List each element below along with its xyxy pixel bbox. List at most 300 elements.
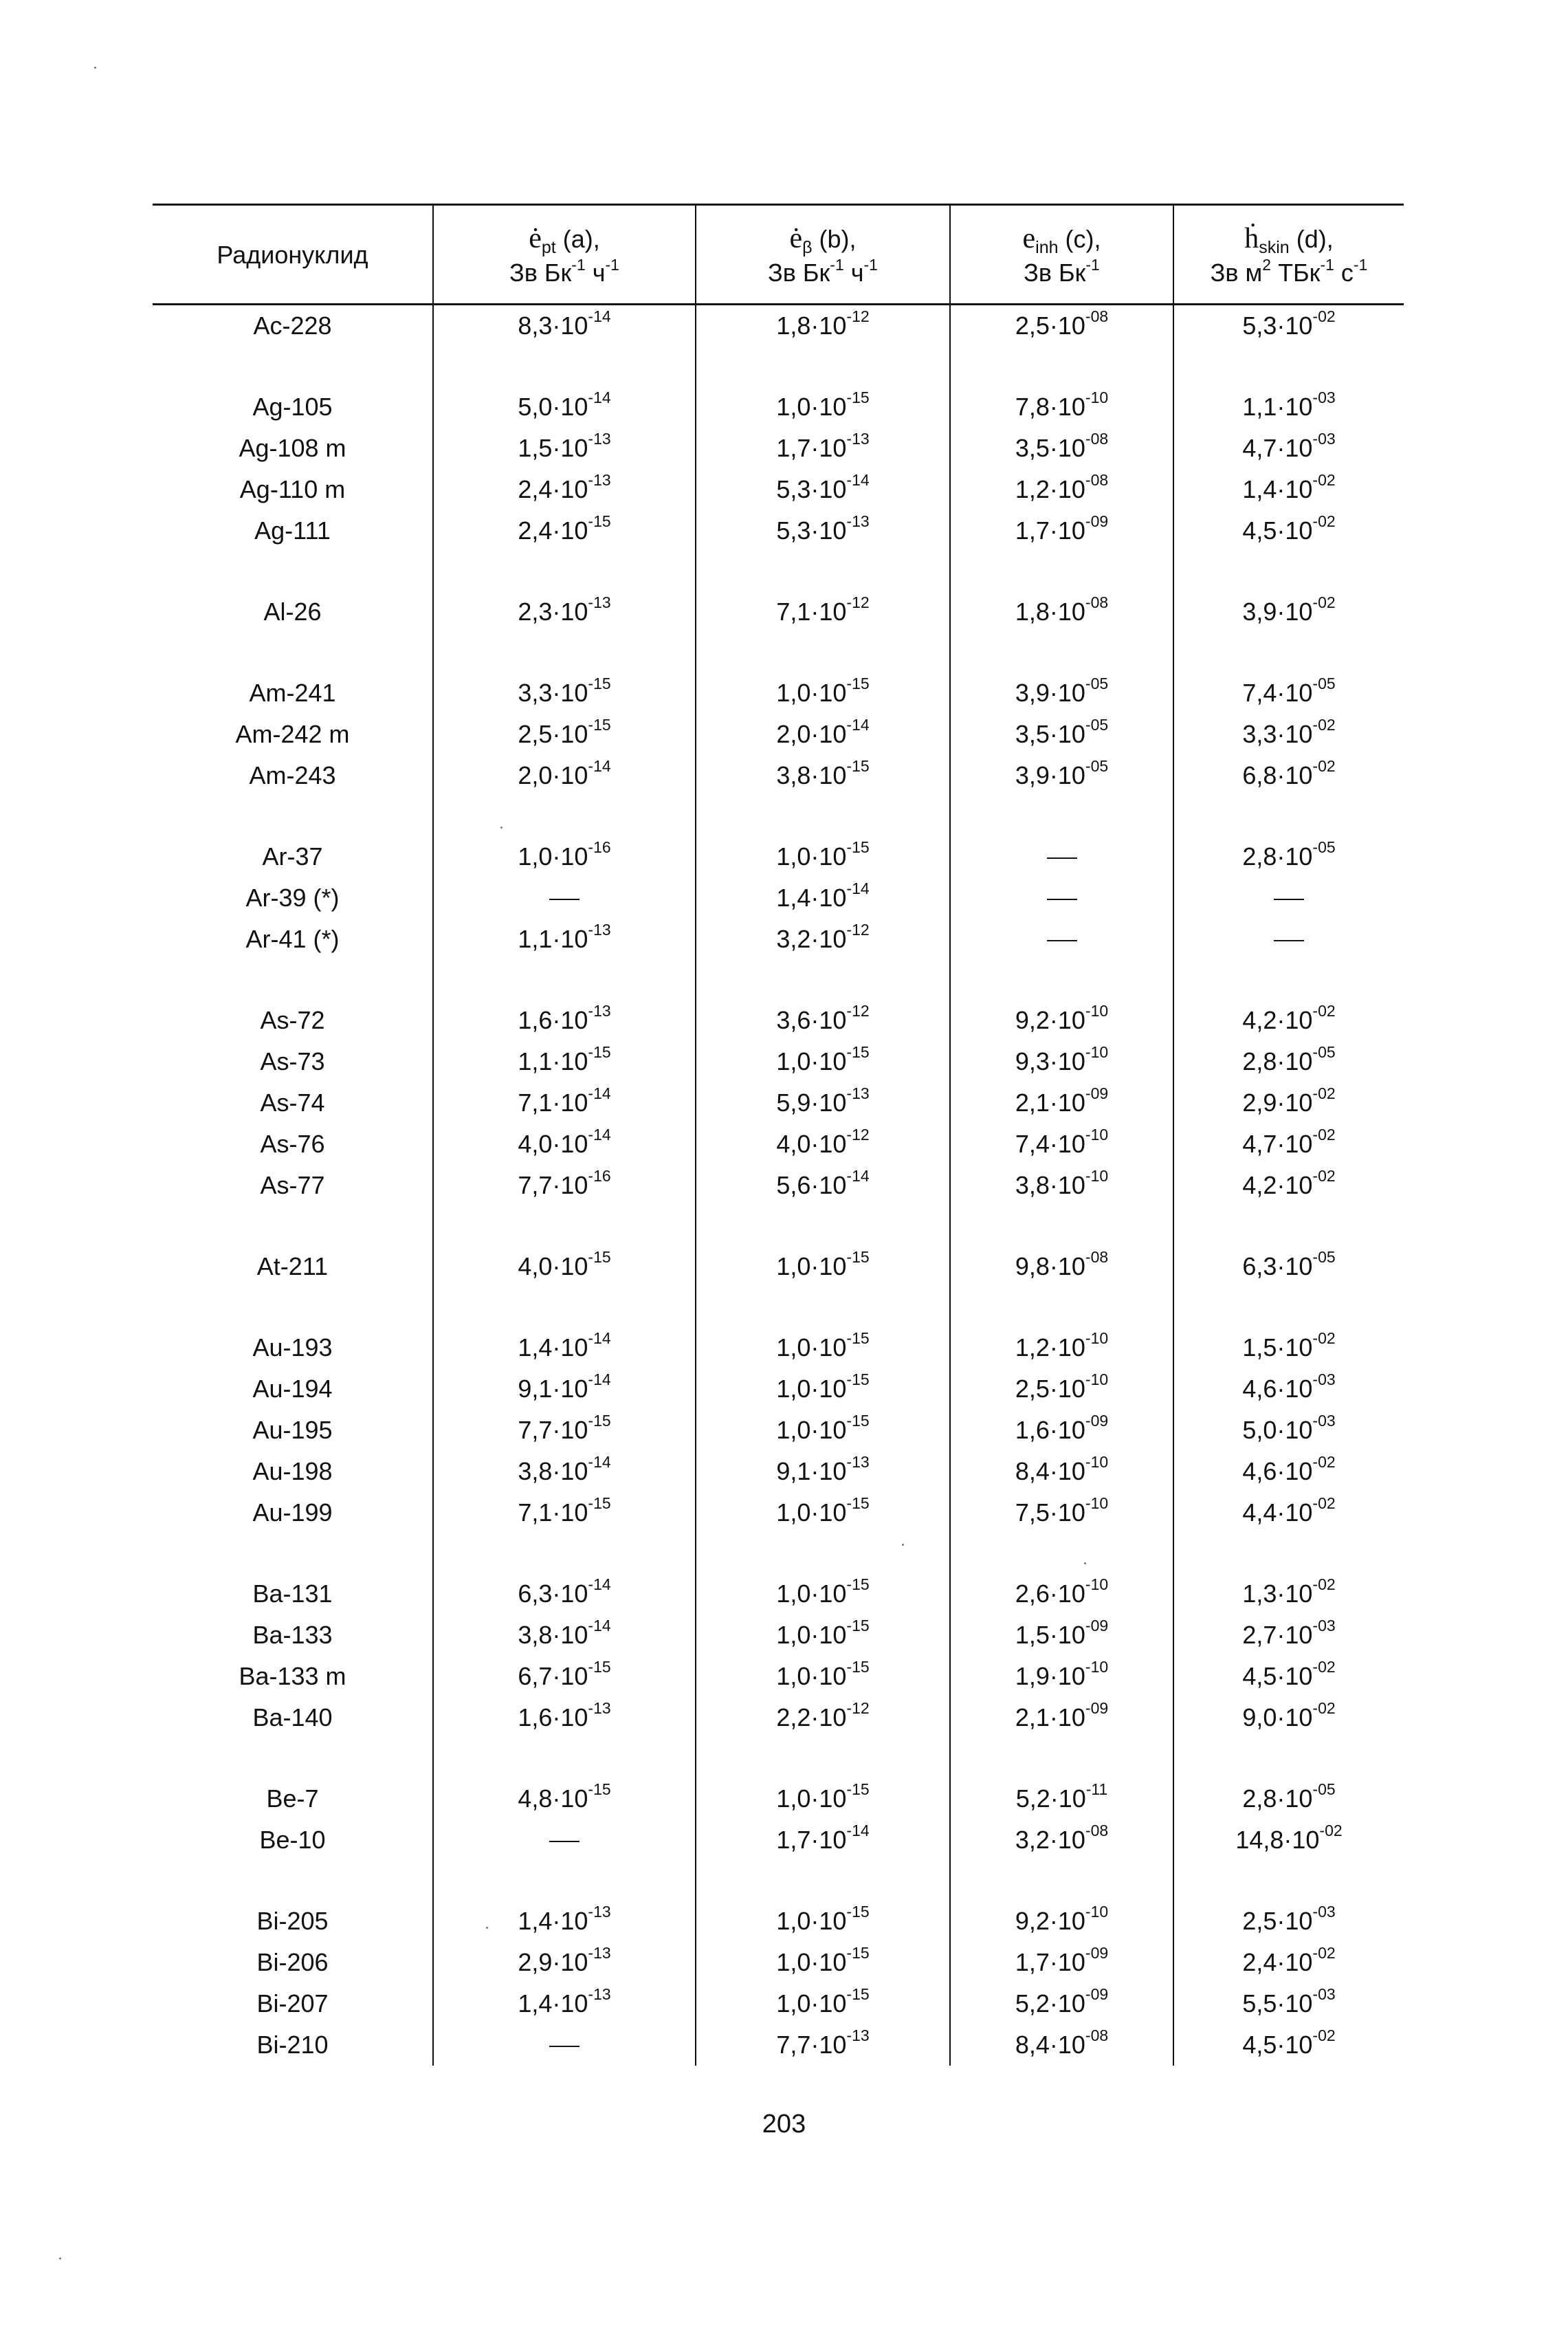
- e-inh-cell: [950, 1327, 1173, 1368]
- spacer-cell: [696, 960, 950, 1000]
- value-exponent: -12: [846, 593, 870, 611]
- value-mantissa: 1,0·10: [776, 1662, 847, 1690]
- table-row: [153, 673, 1404, 714]
- value-mantissa: 1,0·10: [776, 1621, 847, 1649]
- value-mantissa: 3,9·10: [1015, 761, 1085, 789]
- value-mantissa: 5,0·10: [518, 393, 588, 421]
- e-beta-cell: [696, 755, 950, 796]
- value-exponent: -12: [846, 1002, 870, 1020]
- value-exponent: -02: [1312, 716, 1336, 734]
- e-beta-cell: [696, 919, 950, 960]
- h-skin-cell: [1173, 714, 1404, 755]
- e-pt-cell: [433, 1451, 696, 1492]
- value-exponent: -05: [1085, 757, 1109, 775]
- value-exponent: -03: [1312, 1412, 1336, 1430]
- value-mantissa: 3,3·10: [518, 679, 588, 707]
- nuclide-label: Ag-111: [254, 516, 331, 545]
- e-pt-cell: [433, 1819, 696, 1861]
- e-pt-cell: [433, 877, 696, 919]
- table-row: [153, 1492, 1404, 1533]
- value-exponent: -02: [1312, 471, 1336, 489]
- value-exponent: -15: [846, 1985, 870, 2003]
- value-mantissa: 1,0·10: [776, 842, 847, 871]
- value-mantissa: 2,8·10: [1242, 842, 1313, 871]
- value-exponent: -13: [588, 430, 611, 448]
- nuclide-label: Al-26: [263, 598, 322, 626]
- e-beta-cell: [696, 1942, 950, 1983]
- e-beta-cell: [696, 1327, 950, 1368]
- e-pt-cell: [433, 1697, 696, 1738]
- spacer-cell: [696, 347, 950, 386]
- table-row: [153, 305, 1404, 347]
- e-beta-cell: [696, 1246, 950, 1287]
- h-skin-cell: [1173, 428, 1404, 469]
- value-exponent: -15: [588, 1658, 611, 1676]
- value-mantissa: 9,1·10: [776, 1457, 847, 1485]
- e-inh-cell: [950, 1983, 1173, 2024]
- spacer-cell: [696, 796, 950, 836]
- value-mantissa: 7,1·10: [518, 1089, 588, 1117]
- value-mantissa: 4,6·10: [1242, 1457, 1313, 1485]
- value-exponent: -15: [846, 1658, 870, 1676]
- value-exponent: -13: [846, 512, 870, 530]
- nuclide-cell: [153, 2024, 433, 2066]
- e-inh-cell: [950, 1819, 1173, 1861]
- value-mantissa: 5,2·10: [1015, 1784, 1086, 1813]
- e-pt-cell: [433, 2024, 696, 2066]
- value-mantissa: 2,1·10: [1015, 1089, 1085, 1117]
- value-exponent: -14: [588, 389, 611, 406]
- nuclide-cell: [153, 1656, 433, 1697]
- value-exponent: -09: [1085, 1985, 1109, 2003]
- value-exponent: -15: [846, 1617, 870, 1634]
- value-exponent: -14: [588, 1084, 611, 1102]
- spacer-cell: [950, 1287, 1173, 1327]
- table-header: [153, 205, 1404, 305]
- nuclide-label: Ag-105: [252, 393, 333, 421]
- no-value-dash: [549, 2046, 579, 2047]
- value-exponent: -14: [588, 307, 611, 325]
- value-exponent: -14: [846, 716, 870, 734]
- value-exponent: -02: [1312, 1575, 1336, 1593]
- e-pt-cell: [433, 386, 696, 428]
- value-mantissa: 8,3·10: [518, 311, 588, 340]
- group-spacer: [153, 1287, 1404, 1327]
- value-mantissa: 1,6·10: [1015, 1416, 1085, 1444]
- spacer-cell: [696, 1533, 950, 1573]
- value-exponent: -02: [1312, 1494, 1336, 1512]
- value-exponent: -15: [846, 757, 870, 775]
- value-mantissa: 2,7·10: [1242, 1621, 1313, 1649]
- value-exponent: -13: [846, 430, 870, 448]
- value-exponent: -13: [588, 593, 611, 611]
- nuclide-label: Be-10: [259, 1826, 326, 1854]
- value-exponent: -09: [1085, 1617, 1109, 1634]
- value-mantissa: 2,8·10: [1242, 1047, 1313, 1075]
- value-mantissa: 3,8·10: [776, 761, 847, 789]
- value-mantissa: 1,0·10: [776, 393, 847, 421]
- nuclide-label: Ba-133: [252, 1621, 333, 1649]
- table-row: [153, 2024, 1404, 2066]
- h-skin-cell: [1173, 1368, 1404, 1410]
- header-e-beta: $ė_\beta$ (b), Зв $Бк^{-1}$ $ч^{-1}$: [696, 205, 950, 305]
- nuclide-label: Au-193: [252, 1333, 333, 1362]
- spacer-cell: [696, 1206, 950, 1246]
- spacer-cell: [433, 347, 696, 386]
- value-exponent: -14: [588, 1575, 611, 1593]
- value-exponent: -15: [588, 1043, 611, 1061]
- value-exponent: -02: [1312, 1329, 1336, 1347]
- value-mantissa: 5,3·10: [776, 516, 847, 545]
- value-exponent: -09: [1085, 1412, 1109, 1430]
- value-exponent: -13: [588, 1944, 611, 1962]
- table-row: [153, 386, 1404, 428]
- spacer-cell: [696, 1861, 950, 1901]
- table-row: [153, 1615, 1404, 1656]
- value-exponent: -14: [588, 1370, 611, 1388]
- value-mantissa: 1,0·10: [776, 1416, 847, 1444]
- e-inh-cell: [950, 1615, 1173, 1656]
- value-mantissa: 2,4·10: [518, 475, 588, 503]
- spacer-cell: [153, 1861, 433, 1901]
- value-exponent: -03: [1312, 389, 1336, 406]
- value-exponent: -14: [588, 1617, 611, 1634]
- table-row: [153, 1451, 1404, 1492]
- e-beta-cell: [696, 1778, 950, 1819]
- group-spacer: [153, 1861, 1404, 1901]
- value-exponent: -10: [1085, 1043, 1109, 1061]
- e-pt-cell: [433, 469, 696, 510]
- nuclide-label: Be-7: [266, 1784, 319, 1813]
- value-mantissa: 9,2·10: [1015, 1006, 1085, 1034]
- scan-speck: [94, 67, 96, 69]
- nuclide-label: As-74: [260, 1089, 325, 1117]
- spacer-cell: [950, 796, 1173, 836]
- value-exponent: -10: [1085, 1167, 1109, 1185]
- nuclide-label: Bi-206: [256, 1948, 329, 1976]
- e-beta-cell: [696, 428, 950, 469]
- nuclide-label: Ar-41 (*): [245, 925, 340, 953]
- no-value-dash: [1047, 899, 1077, 900]
- e-beta-cell: [696, 591, 950, 633]
- no-value-dash: [1274, 899, 1304, 900]
- value-exponent: -14: [588, 1329, 611, 1347]
- value-exponent: -08: [1085, 307, 1109, 325]
- value-exponent: -05: [1312, 1043, 1336, 1061]
- spacer-cell: [1173, 551, 1404, 591]
- scan-speck: [500, 827, 503, 829]
- value-mantissa: 1,0·10: [776, 1375, 847, 1403]
- e-inh-cell: [950, 1697, 1173, 1738]
- e-beta-cell: [696, 1082, 950, 1124]
- spacer-cell: [1173, 347, 1404, 386]
- value-exponent: -15: [588, 675, 611, 692]
- value-exponent: -15: [588, 1780, 611, 1798]
- value-mantissa: 7,4·10: [1015, 1130, 1085, 1158]
- value-mantissa: 2,3·10: [518, 598, 588, 626]
- e-pt-cell: [433, 305, 696, 347]
- value-mantissa: 1,2·10: [1015, 1333, 1085, 1362]
- e-inh-cell: [950, 673, 1173, 714]
- value-mantissa: 5,0·10: [1242, 1416, 1313, 1444]
- e-inh-cell: [950, 1901, 1173, 1942]
- nuclide-cell: [153, 1492, 433, 1533]
- value-exponent: -08: [1085, 2026, 1109, 2044]
- value-exponent: -15: [846, 1494, 870, 1512]
- spacer-cell: [950, 551, 1173, 591]
- nuclide-label: As-72: [260, 1006, 325, 1034]
- value-exponent: -12: [846, 921, 870, 939]
- nuclide-cell: [153, 591, 433, 633]
- value-mantissa: 2,5·10: [1015, 1375, 1085, 1403]
- nuclide-label: At-211: [256, 1252, 329, 1280]
- nuclide-label: Ag-108 m: [239, 434, 346, 462]
- spacer-cell: [153, 1206, 433, 1246]
- table-row: [153, 714, 1404, 755]
- value-mantissa: 1,4·10: [518, 1989, 588, 2018]
- e-pt-cell: [433, 1615, 696, 1656]
- nuclide-cell: [153, 877, 433, 919]
- header-e-pt: $ė_{pt}$ (a), Зв $Бк^{-1}$ $ч^{-1}$: [433, 205, 696, 305]
- e-beta-cell: [696, 1000, 950, 1041]
- value-mantissa: 7,1·10: [518, 1498, 588, 1527]
- value-mantissa: 1,0·10: [776, 1047, 847, 1075]
- nuclide-cell: [153, 1165, 433, 1206]
- value-mantissa: 5,9·10: [776, 1089, 847, 1117]
- e-pt-cell: [433, 1165, 696, 1206]
- value-exponent: -08: [1085, 593, 1109, 611]
- value-mantissa: 1,8·10: [1015, 598, 1085, 626]
- e-pt-cell: [433, 1082, 696, 1124]
- e-inh-cell: [950, 510, 1173, 551]
- group-spacer: [153, 1533, 1404, 1573]
- value-mantissa: 7,1·10: [776, 598, 847, 626]
- value-mantissa: 6,3·10: [1242, 1252, 1313, 1280]
- value-mantissa: 1,7·10: [1015, 516, 1085, 545]
- scan-speck: [1084, 1562, 1086, 1564]
- value-mantissa: 7,4·10: [1242, 679, 1313, 707]
- value-mantissa: 3,9·10: [1015, 679, 1085, 707]
- e-inh-cell: [950, 1000, 1173, 1041]
- value-exponent: -14: [588, 1453, 611, 1471]
- e-beta-cell: [696, 2024, 950, 2066]
- table-row: [153, 1697, 1404, 1738]
- value-mantissa: 1,1·10: [518, 925, 588, 953]
- e-inh-cell: [950, 1573, 1173, 1615]
- no-value-dash: [549, 1841, 579, 1842]
- group-spacer: [153, 551, 1404, 591]
- table-row: [153, 755, 1404, 796]
- e-beta-cell: [696, 1983, 950, 2024]
- nuclide-cell: [153, 1000, 433, 1041]
- nuclide-cell: [153, 1697, 433, 1738]
- table-row: [153, 1410, 1404, 1451]
- value-mantissa: 1,0·10: [776, 679, 847, 707]
- value-mantissa: 9,1·10: [518, 1375, 588, 1403]
- e-pt-cell: [433, 714, 696, 755]
- nuclide-label: Ag-110 m: [239, 475, 346, 503]
- value-mantissa: 2,0·10: [776, 720, 847, 748]
- e-inh-cell: [950, 1246, 1173, 1287]
- table-body: [153, 305, 1404, 2066]
- nuclide-cell: [153, 919, 433, 960]
- spacer-cell: [1173, 633, 1404, 673]
- h-skin-cell: [1173, 1819, 1404, 1861]
- value-mantissa: 2,8·10: [1242, 1784, 1313, 1813]
- nuclide-label: Bi-207: [256, 1989, 329, 2018]
- value-exponent: -15: [588, 1248, 611, 1266]
- spacer-cell: [950, 1861, 1173, 1901]
- h-skin-cell: [1173, 1942, 1404, 1983]
- header-e-inh: $e_{inh}$ (c), Зв $Бк^{-1}$: [950, 205, 1173, 305]
- value-exponent: -03: [1312, 1903, 1336, 1921]
- value-exponent: -13: [588, 1903, 611, 1921]
- value-exponent: -14: [846, 471, 870, 489]
- value-exponent: -02: [1312, 1084, 1336, 1102]
- nuclide-cell: [153, 1124, 433, 1165]
- nuclide-cell: [153, 428, 433, 469]
- value-mantissa: 1,0·10: [776, 1252, 847, 1280]
- nuclide-label: Ba-140: [252, 1703, 333, 1731]
- table-row: [153, 836, 1404, 877]
- value-mantissa: 14,8·10: [1235, 1826, 1320, 1854]
- spacer-cell: [696, 1287, 950, 1327]
- value-mantissa: 1,0·10: [776, 1907, 847, 1935]
- h-skin-cell: [1173, 1246, 1404, 1287]
- value-exponent: -15: [846, 1944, 870, 1962]
- nuclide-cell: [153, 1368, 433, 1410]
- e-inh-cell: [950, 591, 1173, 633]
- value-exponent: -08: [1085, 1822, 1109, 1839]
- value-exponent: -03: [1312, 1985, 1336, 2003]
- nuclide-label: Au-194: [252, 1375, 333, 1403]
- value-mantissa: 2,2·10: [776, 1703, 847, 1731]
- e-inh-cell: [950, 1492, 1173, 1533]
- value-mantissa: 4,6·10: [1242, 1375, 1313, 1403]
- value-exponent: -10: [1085, 1494, 1109, 1512]
- h-skin-cell: [1173, 673, 1404, 714]
- e-beta-cell: [696, 1451, 950, 1492]
- value-mantissa: 1,0·10: [776, 1579, 847, 1608]
- value-exponent: -10: [1085, 1002, 1109, 1020]
- h-skin-cell: [1173, 919, 1404, 960]
- nuclide-label: As-73: [260, 1047, 325, 1075]
- h-skin-cell: [1173, 755, 1404, 796]
- e-pt-cell: [433, 1573, 696, 1615]
- spacer-cell: [950, 960, 1173, 1000]
- value-exponent: -16: [588, 838, 611, 856]
- spacer-cell: [433, 1206, 696, 1246]
- value-mantissa: 1,5·10: [1242, 1333, 1313, 1362]
- group-spacer: [153, 796, 1404, 836]
- value-exponent: -13: [588, 1985, 611, 2003]
- value-mantissa: 7,7·10: [518, 1416, 588, 1444]
- spacer-cell: [433, 796, 696, 836]
- spacer-cell: [1173, 1533, 1404, 1573]
- value-exponent: -10: [1085, 1453, 1109, 1471]
- value-mantissa: 4,5·10: [1242, 2031, 1313, 2059]
- table-row: [153, 1082, 1404, 1124]
- group-spacer: [153, 633, 1404, 673]
- h-skin-cell: [1173, 1901, 1404, 1942]
- value-exponent: -02: [1312, 1658, 1336, 1676]
- value-exponent: -05: [1085, 675, 1109, 692]
- nuclide-cell: [153, 510, 433, 551]
- h-skin-cell: [1173, 1656, 1404, 1697]
- e-inh-cell: [950, 919, 1173, 960]
- table-row: [153, 1942, 1404, 1983]
- value-mantissa: 9,8·10: [1015, 1252, 1085, 1280]
- e-pt-cell: [433, 1124, 696, 1165]
- value-mantissa: 8,4·10: [1015, 2031, 1085, 2059]
- spacer-cell: [153, 633, 433, 673]
- e-inh-cell: [950, 469, 1173, 510]
- e-pt-cell: [433, 1368, 696, 1410]
- value-mantissa: 1,4·10: [776, 884, 847, 912]
- value-mantissa: 2,5·10: [518, 720, 588, 748]
- e-pt-cell: [433, 1410, 696, 1451]
- nuclide-label: Am-241: [249, 679, 336, 707]
- scan-speck: [59, 2257, 61, 2260]
- value-exponent: -15: [846, 1370, 870, 1388]
- nuclide-cell: [153, 305, 433, 347]
- no-value-dash: [549, 899, 579, 900]
- value-exponent: -10: [1085, 1370, 1109, 1388]
- table-row: [153, 1124, 1404, 1165]
- e-beta-cell: [696, 1041, 950, 1082]
- h-skin-cell: [1173, 1124, 1404, 1165]
- nuclide-label: Ba-131: [252, 1579, 333, 1608]
- value-exponent: -10: [1085, 1575, 1109, 1593]
- value-mantissa: 1,0·10: [776, 1498, 847, 1527]
- e-beta-cell: [696, 1124, 950, 1165]
- spacer-cell: [950, 1206, 1173, 1246]
- value-mantissa: 7,7·10: [776, 2031, 847, 2059]
- table-row: [153, 1041, 1404, 1082]
- value-mantissa: 1,0·10: [776, 1948, 847, 1976]
- value-exponent: -05: [1312, 838, 1336, 856]
- value-exponent: -03: [1312, 1617, 1336, 1634]
- spacer-cell: [153, 1738, 433, 1778]
- table-row: [153, 510, 1404, 551]
- value-mantissa: 3,8·10: [518, 1621, 588, 1649]
- value-mantissa: 3,9·10: [1242, 598, 1313, 626]
- nuclide-cell: [153, 1451, 433, 1492]
- h-skin-cell: [1173, 510, 1404, 551]
- value-exponent: -15: [846, 1575, 870, 1593]
- nuclide-cell: [153, 1983, 433, 2024]
- e-pt-cell: [433, 755, 696, 796]
- e-beta-cell: [696, 1410, 950, 1451]
- e-pt-cell: [433, 1492, 696, 1533]
- spacer-cell: [433, 1287, 696, 1327]
- value-mantissa: 4,5·10: [1242, 516, 1313, 545]
- e-beta-cell: [696, 1368, 950, 1410]
- value-exponent: -05: [1312, 1248, 1336, 1266]
- value-exponent: -15: [846, 1043, 870, 1061]
- e-beta-cell: [696, 1165, 950, 1206]
- e-beta-cell: [696, 1573, 950, 1615]
- h-skin-cell: [1173, 305, 1404, 347]
- nuclide-cell: [153, 1573, 433, 1615]
- h-skin-cell: [1173, 1492, 1404, 1533]
- value-exponent: -02: [1312, 1002, 1336, 1020]
- e-beta-cell: [696, 1615, 950, 1656]
- value-exponent: -02: [1312, 1944, 1336, 1962]
- e-beta-cell: [696, 673, 950, 714]
- value-mantissa: 1,3·10: [1242, 1579, 1313, 1608]
- nuclide-cell: [153, 1819, 433, 1861]
